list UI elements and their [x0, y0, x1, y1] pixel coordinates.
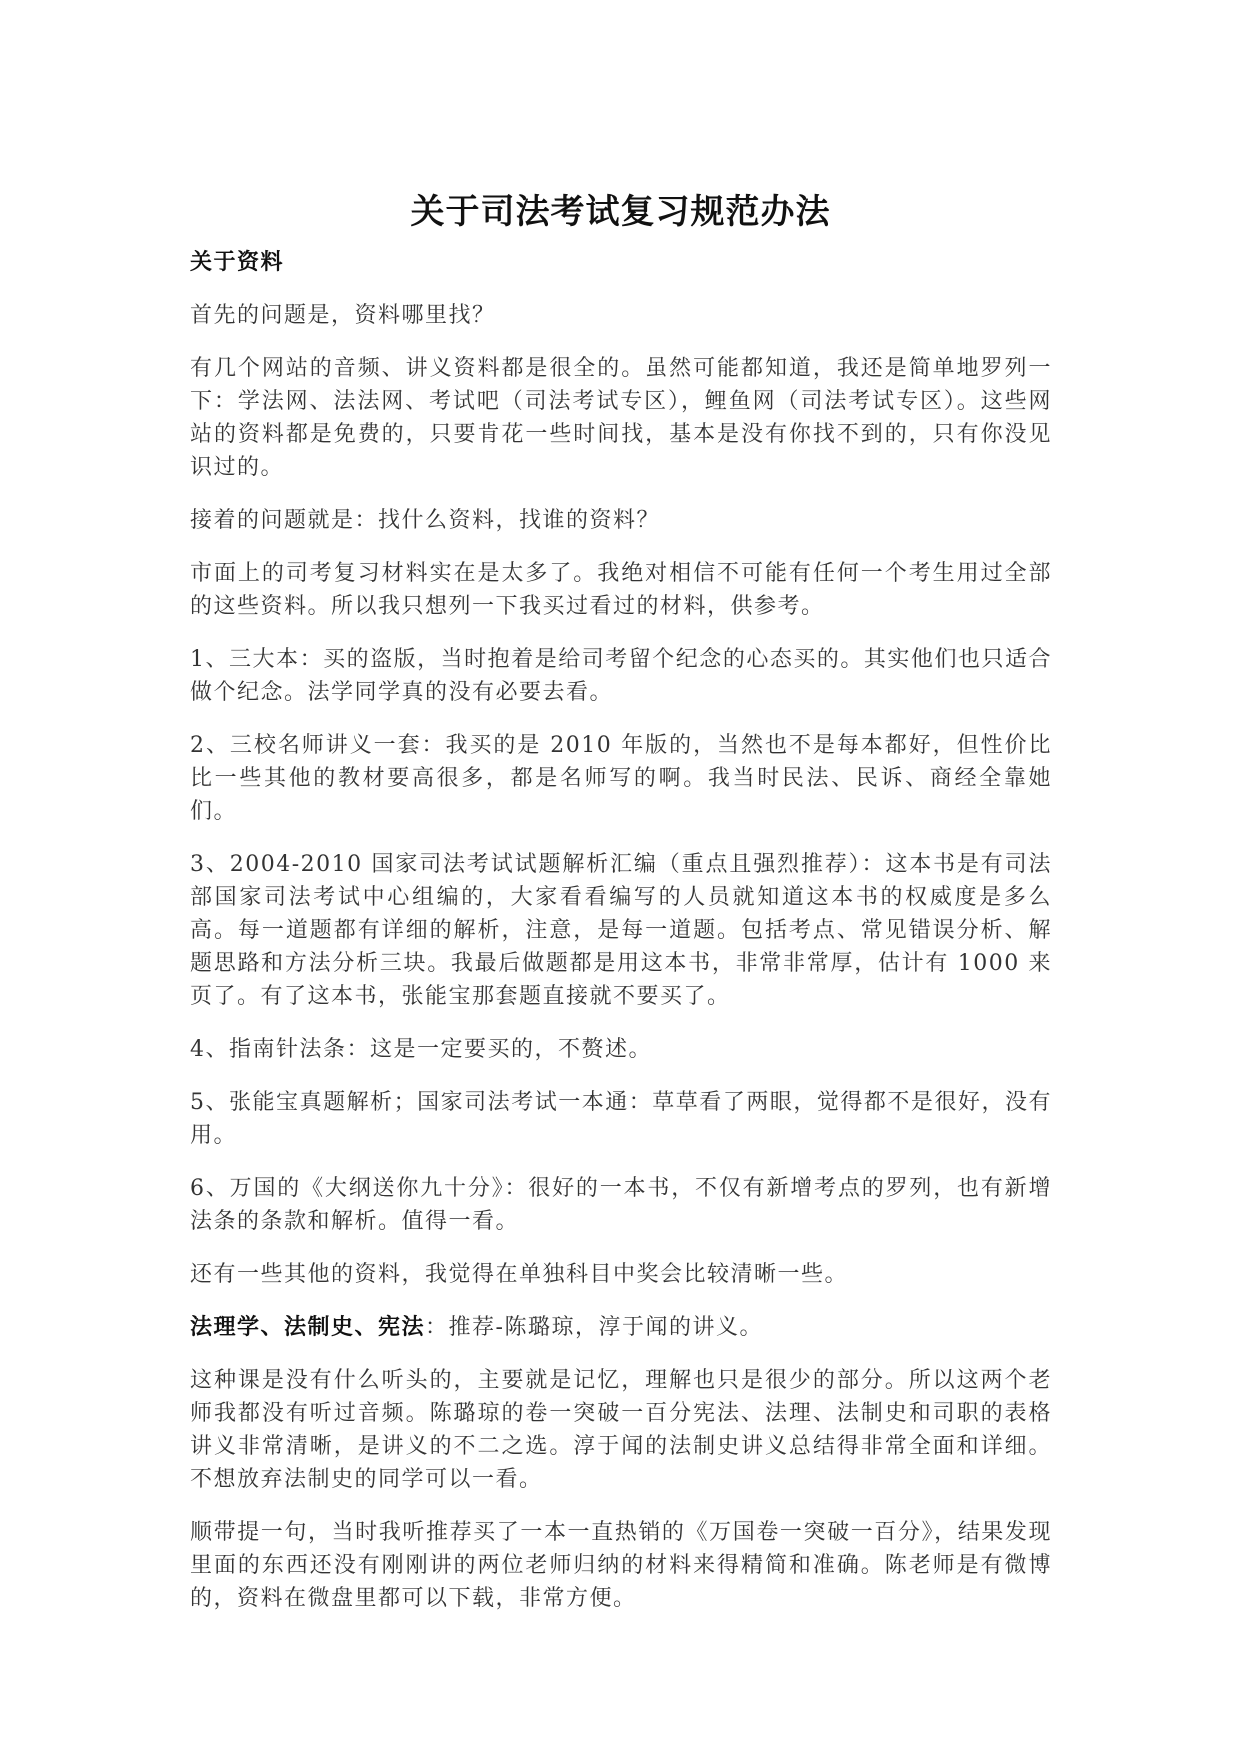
paragraph: 顺带提一句，当时我听推荐买了一本一直热销的《万国卷一突破一百分》，结果发现里面的东西还没有刚刚讲的两位老师归纳的材料来得精简和准确。陈老师是有微博的，资料在微盘里都可以下载，非常方便。 — [190, 1520, 1052, 1611]
subject-lead: 法理学、法制史、宪法 — [190, 1314, 426, 1340]
subject-rest: ：推荐-陈璐琼，淳于闻的讲义。 — [425, 1315, 763, 1340]
list-item: 4、指南针法条：这是一定要买的，不赘述。 — [190, 1037, 652, 1062]
document-title: 关于司法考试复习规范办法 — [410, 192, 831, 232]
subject-paragraph — [190, 1311, 1052, 1344]
list-item: 5、张能宝真题解析；国家司法考试一本通：草草看了两眼，觉得都不是很好，没有用。 — [190, 1090, 1052, 1148]
list-item: 6、万国的《大纲送你九十分》：很好的一本书，不仅有新增考点的罗列，也有新增法条的条款和解析。值得一看。 — [190, 1176, 1052, 1234]
paragraph: 这种课是没有什么听头的，主要就是记忆，理解也只是很少的部分。所以这两个老师我都没有听过音频。陈璐琼的卷一突破一百分宪法、法理、法制史和司职的表格讲义非常清晰，是讲义的不二之选。淳于闻的法制史讲义总结得非常全面和详细。不想放弃法制史的同学可以一看。 — [190, 1368, 1052, 1492]
document-body — [190, 246, 1052, 1635]
paragraph: 接着的问题就是：找什么资料，找谁的资料？ — [190, 508, 661, 533]
list-item: 3、2004-2010 国家司法考试试题解析汇编（重点且强烈推荐）：这本书是有司法部国家司法考试中心组编的，大家看看编写的人员就知道这本书的权威度是多么高。每一道题都有详细的解析，注意，是每一道题。包括考点、常见错误分析、解题思路和方法分析三块。我最后做题都是用这本书，非常非常厚，估计有 1000 来页了。有了这本书，张能宝那套题直接就不要买了。 — [190, 852, 1052, 1009]
list-item: 2、三校名师讲义一套：我买的是 2010 年版的，当然也不是每本都好，但性价比比一些其他的教材要高很多，都是名师写的啊。我当时民法、民诉、商经全靠她们。 — [190, 733, 1052, 824]
list-item: 1、三大本：买的盗版，当时抱着是给司考留个纪念的心态买的。其实他们也只适合做个纪念。法学同学真的没有必要去看。 — [190, 647, 1052, 705]
paragraph: 还有一些其他的资料，我觉得在单独科目中奖会比较清晰一些。 — [190, 1262, 849, 1287]
paragraph: 有几个网站的音频、讲义资料都是很全的。虽然可能都知道，我还是简单地罗列一下：学法网、法法网、考试吧（司法考试专区），鲤鱼网（司法考试专区）。这些网站的资料都是免费的，只要肯花一些时间找，基本是没有你找不到的，只有你没见识过的。 — [190, 356, 1052, 480]
section-heading: 关于资料 — [190, 249, 285, 275]
paragraph: 首先的问题是，资料哪里找？ — [190, 303, 496, 328]
paragraph: 市面上的司考复习材料实在是太多了。我绝对相信不可能有任何一个考生用过全部的这些资料。所以我只想列一下我买过看过的材料，供参考。 — [190, 561, 1052, 619]
